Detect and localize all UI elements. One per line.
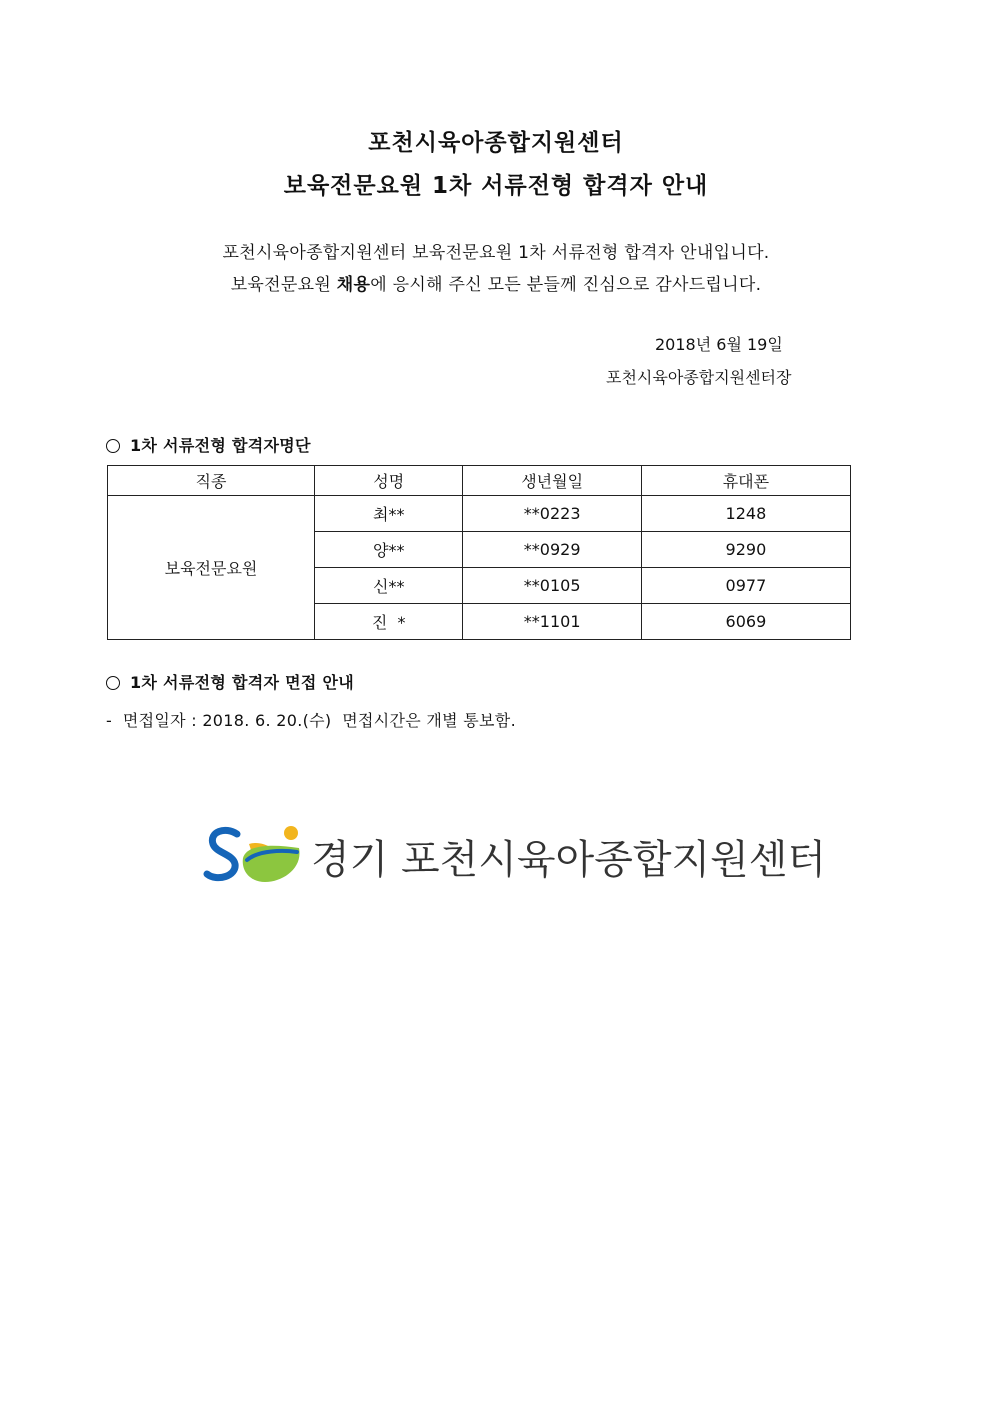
logo-mark-icon — [203, 822, 307, 886]
phone-cell: 1248 — [641, 496, 850, 532]
section-heading-list — [106, 433, 311, 456]
column-header-job: 직종 — [108, 466, 315, 496]
column-header-birth: 생년월일 — [463, 466, 641, 496]
interview-note: - 면접일자 : 2018. 6. 20.(수) 면접시간은 개별 통보함. — [106, 711, 516, 730]
document-title: 포천시육아종합지원센터 — [368, 130, 624, 156]
intro-line-2 — [0, 270, 992, 295]
section-heading-interview — [106, 670, 354, 693]
phone-cell: 9290 — [641, 532, 850, 568]
passer-table — [107, 465, 851, 640]
birth-cell: **0105 — [463, 568, 641, 604]
organization-logo — [203, 822, 827, 888]
birth-cell: **1101 — [463, 604, 641, 640]
name-cell: 신** — [315, 568, 463, 604]
column-header-name: 성명 — [315, 466, 463, 496]
logo-s-swoosh — [207, 830, 237, 877]
signer: 포천시육아종합지원센터장 — [606, 368, 792, 387]
section-heading-interview-text: 1차 서류전형 합격자 면접 안내 — [130, 673, 354, 692]
phone-cell: 6069 — [641, 604, 850, 640]
section-heading-list-text: 1차 서류전형 합격자명단 — [130, 436, 311, 455]
intro-line-1: 포천시육아종합지원센터 보육전문요원 1차 서류전형 합격자 안내입니다. — [222, 243, 770, 263]
job-cell: 보육전문요원 — [108, 496, 315, 640]
intro-line-2-before: 보육전문요원 — [230, 275, 337, 295]
intro-line-2-bold: 채용 — [336, 275, 371, 295]
birth-cell: **0223 — [463, 496, 641, 532]
table-header-row — [108, 466, 851, 496]
announcement-date: 2018년 6월 19일 — [655, 335, 783, 354]
column-header-phone: 휴대폰 — [641, 466, 850, 496]
logo-wordmark: 경기 포천시육아종합지원센터 — [311, 837, 827, 883]
name-cell: 진 * — [315, 604, 463, 640]
circle-bullet-icon — [106, 676, 120, 690]
intro-line-2-after: 에 응시해 주신 모든 분들께 진심으로 감사드립니다. — [370, 275, 762, 295]
phone-cell: 0977 — [641, 568, 850, 604]
document-subtitle: 보육전문요원 1차 서류전형 합격자 안내 — [283, 173, 709, 199]
name-cell: 최** — [315, 496, 463, 532]
name-cell: 양** — [315, 532, 463, 568]
birth-cell: **0929 — [463, 532, 641, 568]
logo-head-dot — [284, 826, 298, 840]
circle-bullet-icon — [106, 439, 120, 453]
table-row — [108, 496, 851, 532]
